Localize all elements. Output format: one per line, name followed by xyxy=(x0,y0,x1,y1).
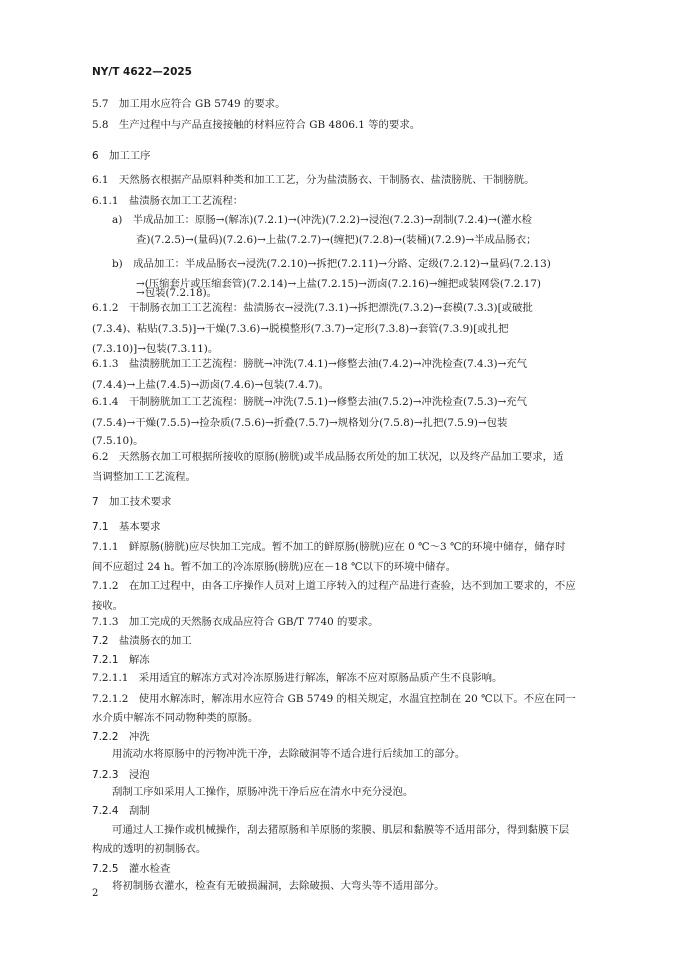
clause-6-2-line1: 6.2 天然肠衣加工可根据所接收的原肠(膀胱)或半成品肠衣所处的加工状况，以及终产品加工要求，适 xyxy=(92,451,564,463)
clause-7-1-2-line1: 7.1.2 在加工过程中，由各工序操作人员对上道工序转入的过程产品进行查验，达不到加工要求的，不应 xyxy=(92,580,576,592)
clause-6-1-4-line2: (7.5.4)→干燥(7.5.5)→捡杂质(7.5.6)→折叠(7.5.7)→规格划分(7.5.8)→扎把(7.5.9)→包装 xyxy=(92,417,508,429)
clause-7-1-3: 7.1.3 加工完成的天然肠衣成品应符合 GB/T 7740 的要求。 xyxy=(92,616,379,628)
clause-7-2-heading: 7.2 盐渍肠衣的加工 xyxy=(92,635,192,647)
page-number: 2 xyxy=(92,888,99,899)
clause-7-2-3-heading: 7.2.3 浸泡 xyxy=(92,769,150,781)
clause-6-1-1: 6.1.1 盐渍肠衣加工工艺流程： xyxy=(92,195,244,207)
clause-6-1-2-line1: 6.1.2 干制肠衣加工工艺流程：盐渍肠衣→浸洗(7.3.1)→拆把漂洗(7.3.2)→套模(7.3.3)[或破批 xyxy=(92,302,533,314)
clause-7-2-3-body: 刮制工序如采用人工操作，原肠冲洗干净后应在清水中充分浸泡。 xyxy=(112,786,414,798)
clause-6-1-2-line2: (7.3.4)、粘贴(7.3.5)]→干燥(7.3.6)→脱模整形(7.3.7)→定形(7.3.8)→套管(7.3.9)[或扎把 xyxy=(92,323,509,335)
list-item-b-line3: →包装(7.2.18)。 xyxy=(136,287,218,299)
list-item-b-line1: b) 成品加工：半成品肠衣→浸洗(7.2.10)→拆把(7.2.11)→分路、定级(7.2.12)→量码(7.2.13) xyxy=(112,258,551,270)
list-item-a-line2: 查)(7.2.5)→(量码)(7.2.6)→上盐(7.2.7)→(缠把)(7.2.8)→(装桶)(7.2.9)→半成品肠衣； xyxy=(136,234,537,246)
clause-7-2-4-body-line1: 可通过人工操作或机械操作，刮去猪原肠和羊原肠的浆膜、肌层和黏膜等不适用部分，得到黏膜下层 xyxy=(112,824,570,836)
standard-number-header: NY/T 4622—2025 xyxy=(92,66,192,78)
clause-7-2-1-heading: 7.2.1 解冻 xyxy=(92,654,150,666)
clause-7-2-1-2-line1: 7.2.1.2 使用水解冻时，解冻用水应符合 GB 5749 的相关规定，水温宜控制在 20 ℃以下。不应在同一 xyxy=(92,693,576,705)
clause-7-1-2-line2: 接收。 xyxy=(92,600,124,612)
clause-7-2-2-body: 用流动水将原肠中的污物冲洗干净，去除破洞等不适合进行后续加工的部分。 xyxy=(112,748,466,760)
list-item-b-line2: →(压缩套片或压缩套管)(7.2.14)→上盐(7.2.15)→沥卤(7.2.16)→缠把或装网袋(7.2.17) xyxy=(136,278,541,290)
clause-6-1: 6.1 天然肠衣根据产品原料种类和加工工艺，分为盐渍肠衣、干制肠衣、盐渍膀胱、干制膀胱。 xyxy=(92,174,535,186)
clause-6-1-3-line2: (7.4.4)→上盐(7.4.5)→沥卤(7.4.6)→包装(7.4.7)。 xyxy=(92,379,330,391)
clause-6-1-4-line1: 6.1.4 干制膀胱加工工艺流程：膀胱→冲洗(7.5.1)→修整去油(7.5.2)→冲洗检查(7.5.3)→充气 xyxy=(92,396,528,408)
clause-7-1-heading: 7.1 基本要求 xyxy=(92,521,161,533)
clause-6-1-4-line3: (7.5.10)。 xyxy=(92,435,144,447)
clause-6-1-2-line3: (7.3.10)]→包装(7.3.11)。 xyxy=(92,343,219,355)
list-item-a-line1: a) 半成品加工：原肠→(解冻)(7.2.1)→(冲洗)(7.2.2)→浸泡(7.2.3)→刮制(7.2.4)→(灌水检 xyxy=(112,214,533,226)
clause-5-8: 5.8 生产过程中与产品直接接触的材料应符合 GB 4806.1 等的要求。 xyxy=(92,119,421,131)
clause-7-2-2-heading: 7.2.2 冲洗 xyxy=(92,731,150,743)
clause-7-1-1-line2: 间不应超过 24 h。暂不加工的冷冻原肠(膀胱)应在－18 ℃以下的环境中储存。 xyxy=(92,561,457,573)
section-6-heading: 6 加工工序 xyxy=(92,150,151,162)
clause-7-2-1-2-line2: 水介质中解冻不同动物种类的原肠。 xyxy=(92,712,259,724)
clause-7-2-5-heading: 7.2.5 灌水检查 xyxy=(92,863,171,875)
clause-7-2-1-1: 7.2.1.1 采用适宜的解冻方式对冷冻原肠进行解冻，解冻不应对原肠品质产生不良影响。 xyxy=(92,672,503,684)
clause-6-1-3-line1: 6.1.3 盐渍膀胱加工工艺流程：膀胱→冲洗(7.4.1)→修整去油(7.4.2)→冲洗检查(7.4.3)→充气 xyxy=(92,358,528,370)
clause-7-1-1-line1: 7.1.1 鲜原肠(膀胱)应尽快加工完成。暂不加工的鲜原肠(膀胱)应在 0 ℃～3 ℃的环境中储存，储存时 xyxy=(92,541,566,553)
clause-7-2-4-body-line2: 构成的透明的初制肠衣。 xyxy=(92,843,207,855)
clause-7-2-5-body: 将初制肠衣灌水，检查有无破损漏洞，去除破损、大弯头等不适用部分。 xyxy=(112,880,445,892)
clause-7-2-4-heading: 7.2.4 刮制 xyxy=(92,805,150,817)
clause-6-2-line2: 当调整加工工艺流程。 xyxy=(92,471,196,483)
clause-5-7: 5.7 加工用水应符合 GB 5749 的要求。 xyxy=(92,98,286,110)
section-7-heading: 7 加工技术要求 xyxy=(92,496,172,508)
